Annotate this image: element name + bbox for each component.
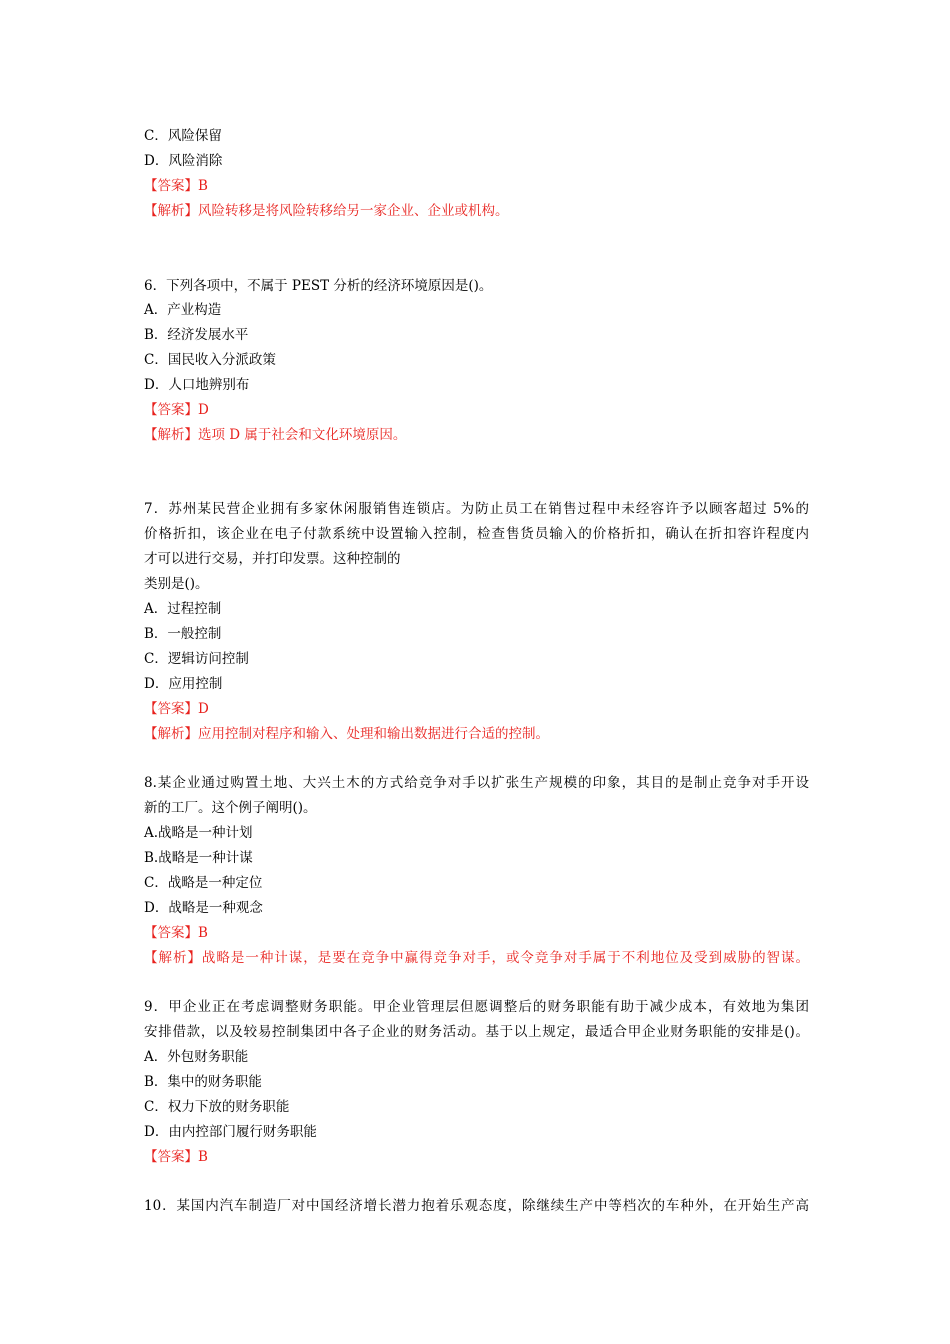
q6-answer: 【答案】D [144, 402, 209, 418]
q7-option-a: A．过程控制 [144, 601, 222, 617]
q8-answer: 【答案】B [144, 925, 208, 941]
q7-option-c: C．逻辑访问控制 [144, 651, 249, 667]
q9-option-b: B．集中的财务职能 [144, 1074, 262, 1090]
q8-analysis: 【解析】战略是一种计谋，是要在竞争中赢得竞争对手，或令竞争对手属于不利地位及受到威胁的智谋。 [144, 950, 809, 966]
q7-stem-line-1: 7．苏州某民营企业拥有多家休闲服销售连锁店。为防止员工在销售过程中未经容许予以顾客超过 5%的 [144, 501, 809, 517]
q5-analysis: 【解析】风险转移是将风险转移给另一家企业、企业或机构。 [144, 203, 509, 219]
q7-answer: 【答案】D [144, 701, 209, 717]
q9-stem-line-2: 安排借款，以及较易控制集团中各子企业的财务活动。基于以上规定，最适合甲企业财务职能的安排是()。 [144, 1024, 809, 1040]
q8-stem-line-2: 新的工厂。这个例子阐明()。 [144, 800, 317, 816]
q8-option-a: A.战略是一种计划 [144, 825, 253, 841]
q7-analysis: 【解析】应用控制对程序和输入、处理和输出数据进行合适的控制。 [144, 726, 549, 742]
q10-stem-line-1: 10．某国内汽车制造厂对中国经济增长潜力抱着乐观态度，除继续生产中等档次的车种外，在开始生产高 [144, 1198, 809, 1214]
q7-option-d: D．应用控制 [144, 676, 223, 692]
q5-option-d: D．风险消除 [144, 153, 223, 169]
q9-answer: 【答案】B [144, 1149, 208, 1165]
q7-stem-line-4: 类别是()。 [144, 576, 209, 592]
q8-option-b: B.战略是一种计谋 [144, 850, 253, 866]
q9-option-d: D．由内控部门履行财务职能 [144, 1124, 317, 1140]
q6-option-a: A．产业构造 [144, 302, 222, 318]
q9-stem-line-1: 9．甲企业正在考虑调整财务职能。甲企业管理层但愿调整后的财务职能有助于减少成本，有效地为集团 [144, 999, 809, 1015]
q6-analysis: 【解析】选项 D 属于社会和文化环境原因。 [144, 427, 407, 443]
q6-option-d: D．人口地辨别布 [144, 377, 250, 393]
q7-stem-line-3: 才可以进行交易，并打印发票。这种控制的 [144, 551, 401, 567]
q8-stem-line-1: 8.某企业通过购置土地、大兴土木的方式给竞争对手以扩张生产规模的印象，其目的是制止竞争对手开设 [144, 775, 809, 791]
q8-option-c: C．战略是一种定位 [144, 875, 263, 891]
q5-answer: 【答案】B [144, 178, 208, 194]
q8-option-d: D．战略是一种观念 [144, 900, 263, 916]
q9-option-c: C．权力下放的财务职能 [144, 1099, 290, 1115]
q6-option-c: C．国民收入分派政策 [144, 352, 276, 368]
q7-stem-line-2: 价格折扣，该企业在电子付款系统中设置输入控制，检查售货员输入的价格折扣，确认在折扣容许程度内 [144, 526, 809, 542]
q6-option-b: B．经济发展水平 [144, 327, 249, 343]
q5-option-c: C．风险保留 [144, 128, 222, 144]
q9-option-a: A．外包财务职能 [144, 1049, 249, 1065]
q6-stem: 6．下列各项中，不属于 PEST 分析的经济环境原因是()。 [144, 278, 493, 294]
q7-option-b: B．一般控制 [144, 626, 222, 642]
